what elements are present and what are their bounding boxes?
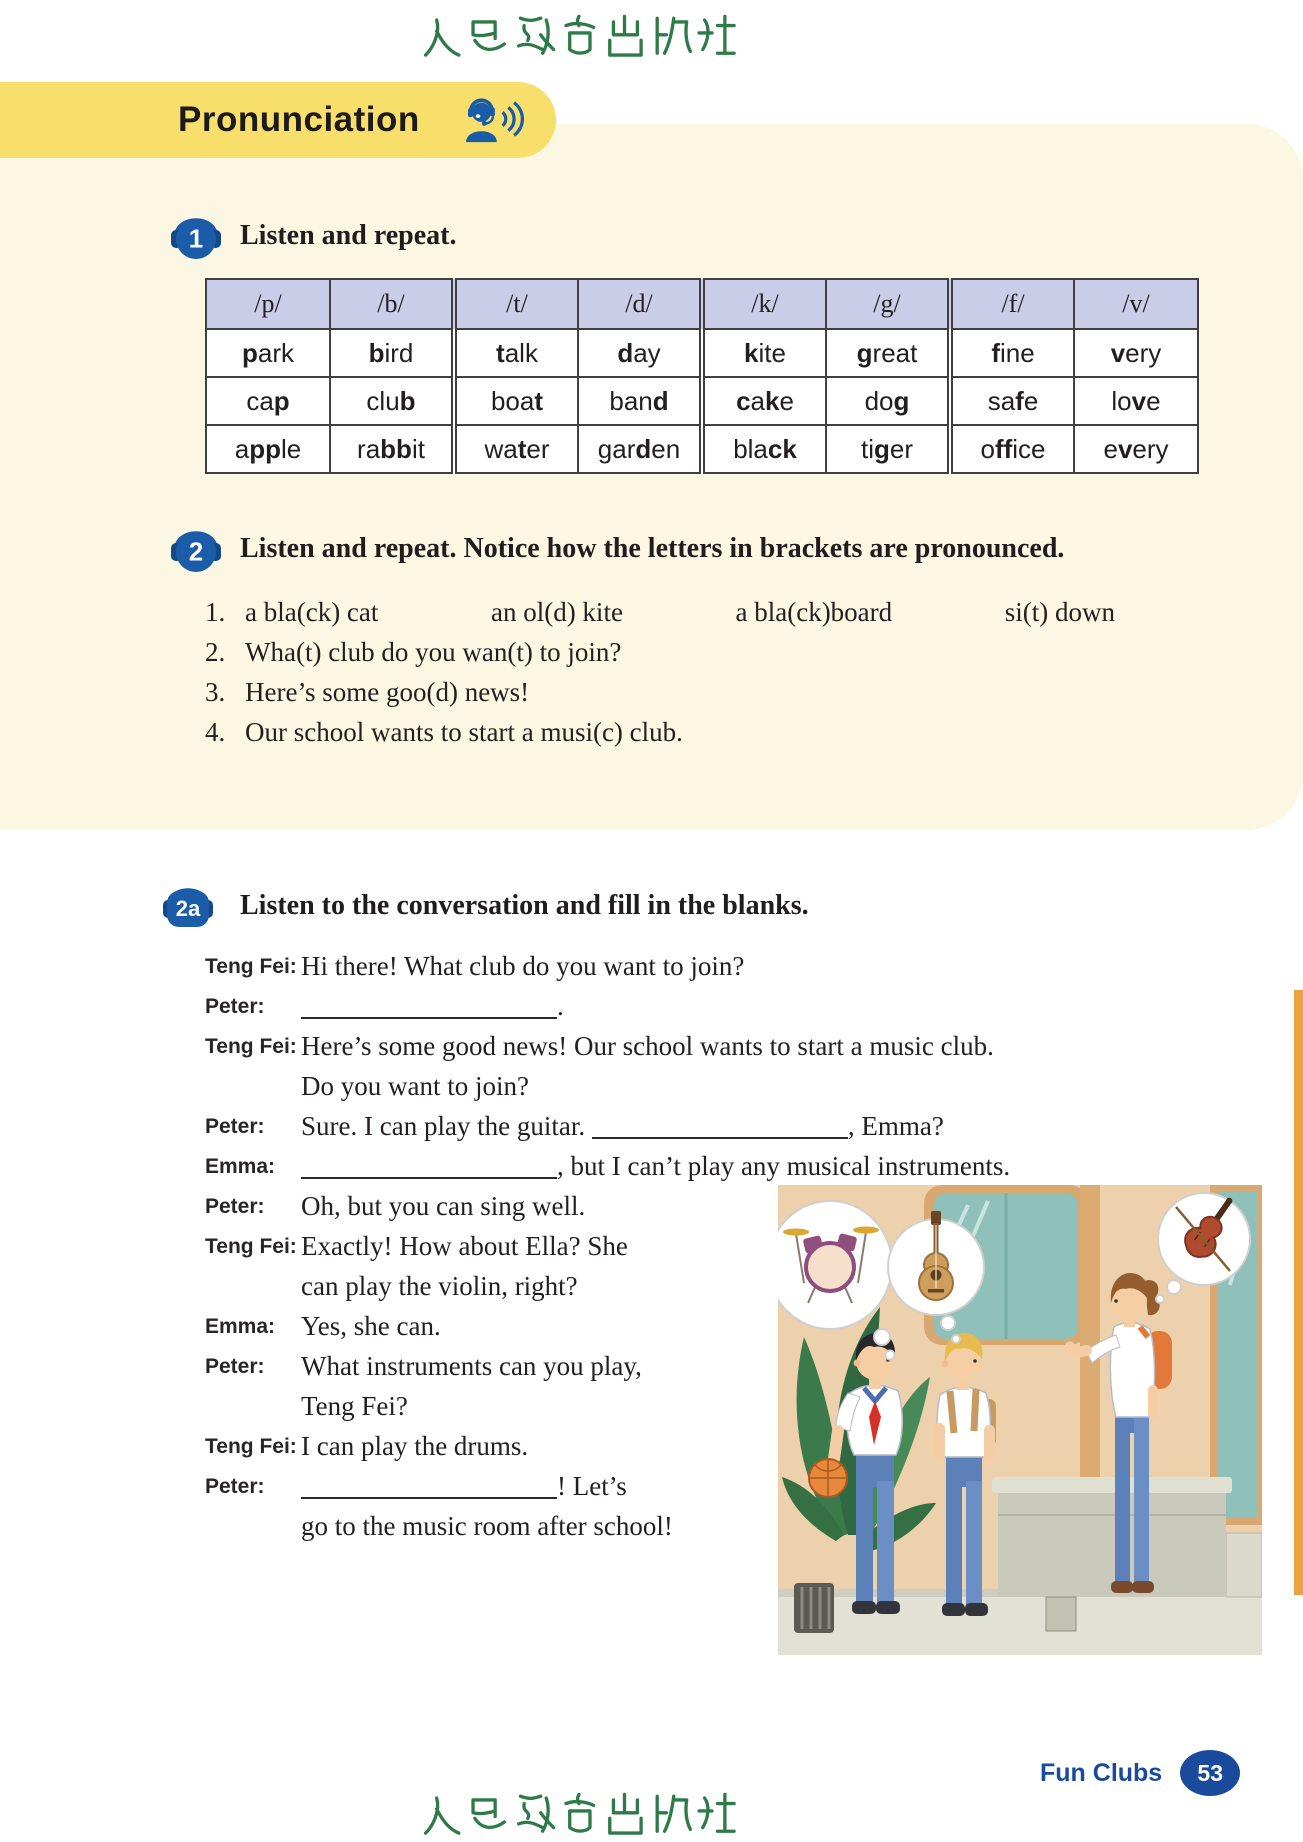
example-word: fine (950, 329, 1074, 377)
radiator (794, 1583, 834, 1633)
example-word: bird (330, 329, 454, 377)
dialogue-text: Here’s some good news! Our school wants to start a music club. (301, 1031, 994, 1061)
badge-number: 2 (188, 536, 204, 567)
page-number-badge (1180, 1750, 1240, 1796)
example-word: cake (702, 377, 826, 425)
example-word: apple (206, 425, 330, 473)
dialogue-text: What instruments can you play, (301, 1351, 642, 1381)
example-word: black (702, 425, 826, 473)
example-word: very (1074, 329, 1198, 377)
section2-heading: Listen and repeat. Notice how the letters in brackets are pronounced. (240, 533, 1065, 564)
item-phrase: si(t) down (1004, 597, 1115, 627)
item-number: 1. (205, 597, 226, 627)
exercise-item (205, 632, 1115, 672)
example-word: day (578, 329, 702, 377)
phoneme-header: /k/ (702, 279, 826, 329)
dialogue-text: . (301, 986, 564, 1026)
dialogue-text: Oh, but you can sing well. (301, 1191, 586, 1221)
item-phrase: Our school wants to start a musi(c) club. (245, 717, 683, 747)
exercise2-items (205, 592, 1115, 752)
phoneme-header: /p/ (206, 279, 330, 329)
item-phrase: an ol(d) kite (490, 597, 623, 627)
audio-badge-2a (160, 874, 216, 932)
dialogue-text: Teng Fei? (301, 1391, 408, 1421)
exercise-item (205, 672, 1115, 712)
badge-number: 2a (175, 895, 201, 921)
dialogue-text: , but I can’t play any musical instruments. (301, 1146, 1010, 1186)
example-word: dog (826, 377, 950, 425)
dialogue-speaker: Teng Fei: (205, 1035, 297, 1058)
dialogue-speaker: Peter: (205, 1475, 265, 1498)
dialogue-speaker (205, 1506, 301, 1546)
dialogue-text: Do you want to join? (301, 1071, 529, 1101)
dialogue-line (205, 986, 1205, 1026)
section-title: Pronunciation (178, 100, 420, 139)
example-word: park (206, 329, 330, 377)
fill-blank[interactable] (301, 1150, 557, 1179)
phoneme-header: /t/ (454, 279, 578, 329)
item-number: 2. (205, 637, 226, 667)
dialogue-speaker: Peter: (205, 995, 265, 1018)
example-word: talk (454, 329, 578, 377)
dialogue-speaker: Emma: (205, 1315, 276, 1338)
item-phrase: Here’s some goo(d) news! (245, 677, 530, 707)
dialogue-speaker: Teng Fei: (205, 1435, 297, 1458)
example-word: every (1074, 425, 1198, 473)
dialogue-line (205, 1066, 1205, 1106)
dialogue-text: Hi there! What club do you want to join? (301, 951, 745, 981)
dialogue-line (205, 1026, 1205, 1066)
dialogue-speaker (205, 1066, 301, 1106)
phonics-table (205, 278, 1199, 474)
example-word: safe (950, 377, 1074, 425)
phoneme-header: /f/ (950, 279, 1074, 329)
dialogue-speaker: Teng Fei: (205, 1235, 297, 1258)
dialogue-text: Exactly! How about Ella? She (301, 1231, 628, 1261)
section1-heading: Listen and repeat. (240, 220, 457, 251)
item-phrase: Wha(t) club do you wan(t) to join? (245, 637, 622, 667)
example-word: rabbit (330, 425, 454, 473)
item-number: 4. (205, 717, 226, 747)
audio-badge-1 (168, 204, 224, 262)
table-row (206, 425, 1198, 473)
example-word: band (578, 377, 702, 425)
speaking-headset-icon (460, 96, 524, 144)
example-word: office (950, 425, 1074, 473)
item-phrase: a bla(ck) cat (245, 597, 379, 627)
example-word: garden (578, 425, 702, 473)
section2a-heading: Listen to the conversation and fill in the blanks. (240, 890, 809, 921)
dialogue-speaker (205, 1266, 301, 1306)
fill-blank[interactable] (301, 1470, 557, 1499)
dialogue-text: can play the violin, right? (301, 1271, 578, 1301)
dialogue-text: I can play the drums. (301, 1431, 529, 1461)
footer (1040, 1750, 1240, 1796)
illustration (778, 1185, 1262, 1655)
dialogue-text: Sure. I can play the guitar. , Emma? (301, 1111, 944, 1141)
page-number: 53 (1197, 1759, 1224, 1786)
exercise-item (205, 712, 1115, 752)
example-word: water (454, 425, 578, 473)
dialogue-speaker: Peter: (205, 1115, 265, 1138)
publisher-logo (420, 8, 740, 62)
fill-blank[interactable] (592, 1110, 848, 1139)
example-word: love (1074, 377, 1198, 425)
dialogue-speaker: Teng Fei: (205, 955, 297, 978)
phoneme-header: /b/ (330, 279, 454, 329)
dialogue-line (205, 946, 1205, 986)
phoneme-header: /g/ (826, 279, 950, 329)
example-word: cap (206, 377, 330, 425)
table-row (206, 329, 1198, 377)
phoneme-header: /d/ (578, 279, 702, 329)
dialogue-line (205, 1106, 1205, 1146)
example-word: kite (702, 329, 826, 377)
item-number: 3. (205, 677, 226, 707)
dialogue-speaker: Peter: (205, 1355, 265, 1378)
dialogue-speaker (205, 1386, 301, 1426)
floor (778, 1597, 1262, 1655)
example-word: tiger (826, 425, 950, 473)
section-banner (0, 82, 556, 158)
example-word: boat (454, 377, 578, 425)
dialogue-text: go to the music room after school! (301, 1511, 673, 1541)
phoneme-header: /v/ (1074, 279, 1198, 329)
unit-label: Fun Clubs (1040, 1758, 1163, 1787)
table-row (206, 377, 1198, 425)
example-word: great (826, 329, 950, 377)
exercise-item (205, 592, 1115, 632)
page-edge-tab (1294, 990, 1303, 1595)
publisher-logo (420, 1786, 740, 1840)
dialogue-speaker: Emma: (205, 1155, 276, 1178)
fill-blank[interactable] (301, 990, 557, 1019)
example-word: club (330, 377, 454, 425)
dialogue-text: Yes, she can. (301, 1311, 441, 1341)
steps (1226, 1533, 1262, 1597)
dialogue-line (205, 1146, 1205, 1186)
item-phrase: a bla(ck)board (735, 597, 893, 627)
badge-number: 1 (188, 223, 204, 254)
dialogue-speaker: Peter: (205, 1195, 265, 1218)
wall-pillar (1080, 1185, 1100, 1485)
audio-badge-2 (168, 517, 224, 575)
dialogue-text: ! Let’s (301, 1466, 627, 1506)
